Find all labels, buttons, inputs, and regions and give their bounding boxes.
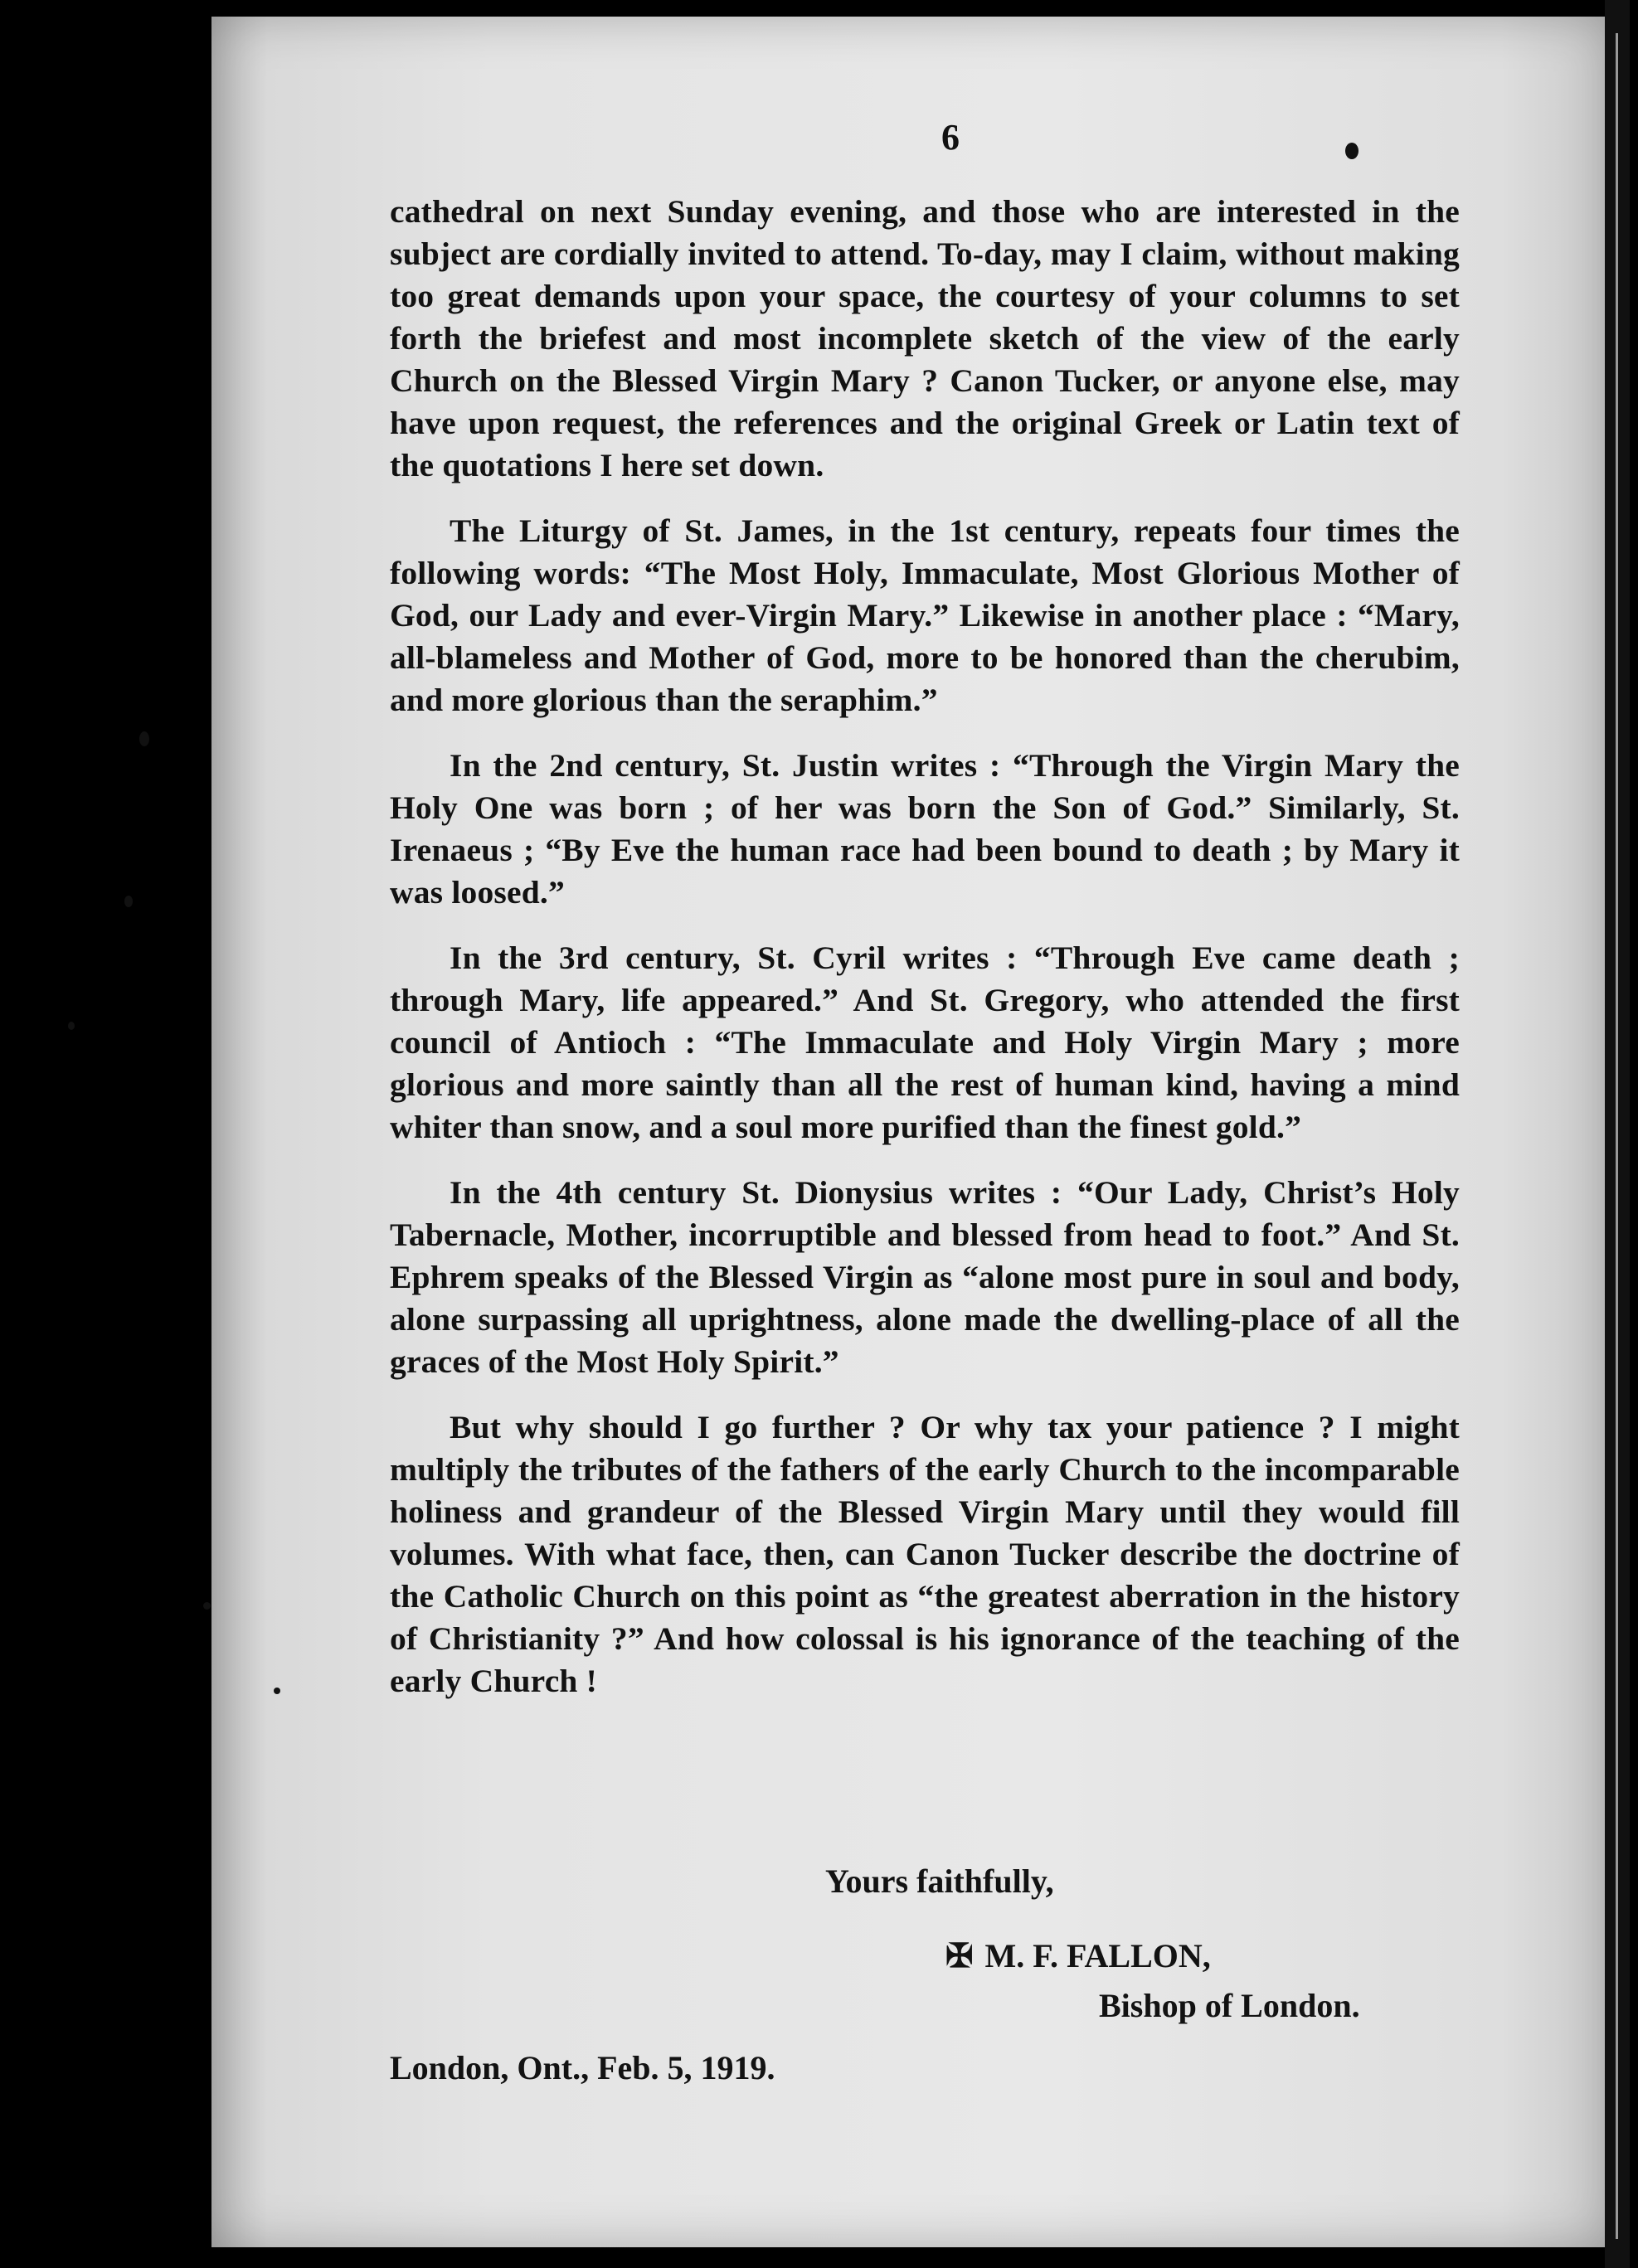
- dateline: London, Ont., Feb. 5, 1919.: [390, 2049, 775, 2086]
- paragraph: But why should I go further ? Or why tax your patience ? I might multiply the tributes of the fathers of the early Church to the incomparable holiness and grandeur of the Blessed Virgin Mary until they would fill volumes. With what face, then, can Canon Tucker describe the doctrine of the Catholic Church on this point as “the greatest aberration in the history of Christianity ?” And how colossal is his ignorance of the teaching of the early Church !: [390, 1409, 1460, 1699]
- signature-line: [945, 1936, 1211, 1975]
- cross-icon: ✠: [945, 1937, 974, 1974]
- ink-speck: [68, 1022, 75, 1030]
- paragraph: In the 4th century St. Dionysius writes : “Our Lady, Christ’s Holy Tabernacle, Mother, incorruptible and blessed from head to foot.” And St. Ephrem speaks of the Blessed Virgin as “alone most pure in soul and body, alone surpassing all uprightness, alone made the dwelling-place of all the graces of the Most Holy Spirit.”: [390, 1174, 1460, 1380]
- signatory-name: M. F. FALLON,: [984, 1937, 1211, 1974]
- ink-speck: [139, 731, 149, 746]
- closing-salutation: Yours faithfully,: [825, 1862, 1054, 1900]
- page-edge-line: [1616, 33, 1618, 2239]
- letter-body: [390, 191, 1460, 1726]
- signatory-title: Bishop of London.: [1099, 1987, 1360, 2024]
- ink-speck: [274, 1688, 280, 1694]
- ink-speck: [203, 1602, 211, 1610]
- paragraph: In the 3rd century, St. Cyril writes : “Through Eve came death ; through Mary, life appeared.” And St. Gregory, who attended the first council of Antioch : “The Immaculate and Holy Virgin Mary ; more glorious and more saintly than all the rest of human kind, having a mind whiter than snow, and a soul more purified than the finest gold.”: [390, 940, 1460, 1145]
- paragraph: In the 2nd century, St. Justin writes : “Through the Virgin Mary the Holy One was born ; of her was born the Son of God.” Similarly, St. Irenaeus ; “By Eve the human race had been bound to death ; by Mary it was loosed.”: [390, 747, 1460, 911]
- ink-speck: [124, 896, 133, 907]
- paragraph: cathedral on next Sunday evening, and those who are interested in the subject are cordially invited to attend. To-day, may I claim, without making too great demands upon your space, the courtesy of your columns to set forth the briefest and most incomplete sketch of the view of the early Church on the Blessed Virgin Mary ? Canon Tucker, or anyone else, may have upon request, the references and the original Greek or Latin text of the quotations I here set down.: [390, 193, 1460, 483]
- paragraph: The Liturgy of St. James, in the 1st century, repeats four times the following words: “The Most Holy, Immaculate, Most Glorious Mother of God, our Lady and ever-Virgin Mary.” Likewise in another place : “Mary, all-blameless and Mother of God, more to be honored than the cherubim, and more glorious than the seraphim.”: [390, 512, 1460, 718]
- ink-speck: [1345, 143, 1359, 159]
- page-number: 6: [941, 117, 960, 158]
